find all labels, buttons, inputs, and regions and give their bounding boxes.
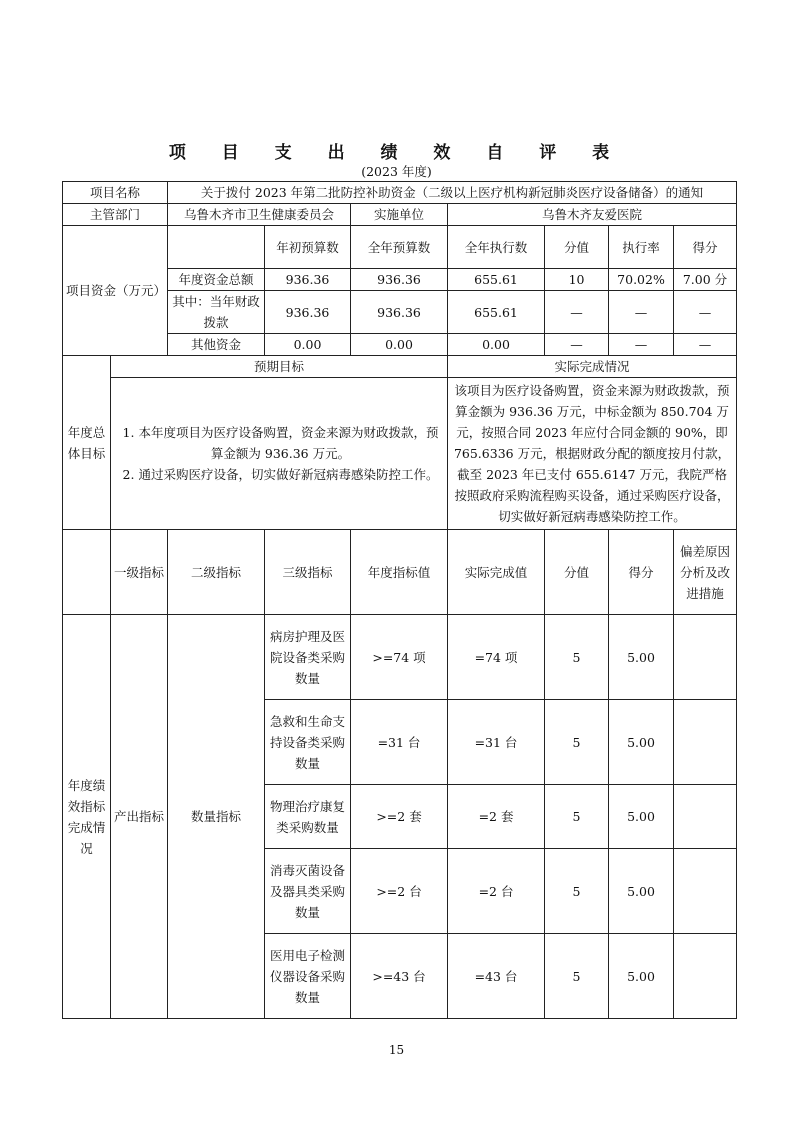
funds-cell: 10 — [545, 269, 609, 291]
funds-cell: 936.36 — [265, 269, 351, 291]
funds-header-blank — [168, 226, 265, 269]
funds-cell: 655.61 — [448, 291, 545, 334]
indicator-remark — [674, 849, 737, 934]
page-title: 项 目 支 出 绩 效 自 评 表 — [168, 143, 625, 163]
indicator-level3: 医用电子检测仪器设备采购数量 — [265, 934, 351, 1019]
goals-actual-header: 实际完成情况 — [448, 356, 737, 378]
indicator-remark — [674, 700, 737, 785]
funds-row-name: 其他资金 — [168, 334, 265, 356]
indicator-target: >=43 台 — [351, 934, 448, 1019]
page-subtitle: (2023 年度) — [361, 164, 432, 179]
funds-cell: 655.61 — [448, 269, 545, 291]
indicator-score: 5.00 — [609, 934, 674, 1019]
indicators-header: 二级指标 — [168, 530, 265, 615]
funds-cell: 936.36 — [351, 291, 448, 334]
project-name-row — [63, 182, 737, 204]
funds-cell: 936.36 — [265, 291, 351, 334]
indicator-level3: 消毒灭菌设备及器具类采购数量 — [265, 849, 351, 934]
funds-cell: 0.00 — [448, 334, 545, 356]
indicator-target: =31 台 — [351, 700, 448, 785]
indicator-remark — [674, 615, 737, 700]
indicator-level3: 病房护理及医院设备类采购数量 — [265, 615, 351, 700]
funds-cell: — — [609, 334, 674, 356]
indicator-score: 5.00 — [609, 615, 674, 700]
goals-label: 年度总体目标 — [63, 356, 111, 530]
funds-header: 执行率 — [609, 226, 674, 269]
indicators-header: 一级指标 — [111, 530, 168, 615]
indicator-target: >=2 套 — [351, 785, 448, 849]
page-number: 15 — [388, 1043, 405, 1057]
funds-cell: — — [609, 291, 674, 334]
indicator-score-max: 5 — [545, 849, 609, 934]
indicator-level3: 急救和生命支持设备类采购数量 — [265, 700, 351, 785]
funds-header: 年初预算数 — [265, 226, 351, 269]
goals-expected-header: 预期目标 — [111, 356, 448, 378]
indicator-actual: =43 台 — [448, 934, 545, 1019]
indicator-actual: =2 台 — [448, 849, 545, 934]
indicators-header: 年度指标值 — [351, 530, 448, 615]
indicator-row — [63, 615, 737, 700]
funds-cell: — — [545, 334, 609, 356]
funds-header: 分值 — [545, 226, 609, 269]
funds-cell: — — [674, 291, 737, 334]
indicator-score: 5.00 — [609, 785, 674, 849]
funds-header: 全年预算数 — [351, 226, 448, 269]
indicator-actual: =2 套 — [448, 785, 545, 849]
funds-row-name: 其中：当年财政拨款 — [168, 291, 265, 334]
dept-value: 乌鲁木齐市卫生健康委员会 — [168, 204, 351, 226]
goals-actual-text: 该项目为医疗设备购置，资金来源为财政拨款，预算金额为 936.36 万元，中标金额为 850.704 万元，按照合同 2023 年应付合同金额的 90%，即 765.6336 万元，根据财政分配的额度按月付款，截至 2023 年已支付 655.6147 万元，我院严格按照政府采购流程购买设备，通过采购医疗设备，切实做好新冠病毒感染防控工作。 — [448, 378, 737, 530]
indicators-header-row — [63, 530, 737, 615]
indicators-header: 三级指标 — [265, 530, 351, 615]
funds-cell: — — [674, 334, 737, 356]
funds-label: 项目资金（万元） — [63, 226, 168, 356]
project-name-label: 项目名称 — [63, 182, 168, 204]
funds-cell: 936.36 — [351, 269, 448, 291]
indicator-score-max: 5 — [545, 615, 609, 700]
indicator-remark — [674, 785, 737, 849]
indicator-level1: 产出指标 — [111, 615, 168, 1019]
indicators-header-blank — [63, 530, 111, 615]
indicator-actual: =31 台 — [448, 700, 545, 785]
indicators-header: 分值 — [545, 530, 609, 615]
dept-label: 主管部门 — [63, 204, 168, 226]
indicators-header: 实际完成值 — [448, 530, 545, 615]
indicators-section-label: 年度绩效指标完成情况 — [63, 615, 111, 1019]
indicator-score: 5.00 — [609, 700, 674, 785]
goals-header-row — [63, 356, 737, 378]
indicator-actual: =74 项 — [448, 615, 545, 700]
indicators-header: 偏差原因分析及改进措施 — [674, 530, 737, 615]
indicator-target: >=2 台 — [351, 849, 448, 934]
indicators-header: 得分 — [609, 530, 674, 615]
funds-header: 得分 — [674, 226, 737, 269]
funds-header-row — [63, 226, 737, 269]
indicator-target: >=74 项 — [351, 615, 448, 700]
indicator-score-max: 5 — [545, 934, 609, 1019]
goals-body-row — [63, 378, 737, 530]
goals-expected-text: 1. 本年度项目为医疗设备购置，资金来源为财政拨款，预算金额为 936.36 万元。 2. 通过采购医疗设备，切实做好新冠病毒感染防控工作。 — [111, 378, 448, 530]
department-row — [63, 204, 737, 226]
indicator-level3: 物理治疗康复类采购数量 — [265, 785, 351, 849]
funds-cell: 7.00 分 — [674, 269, 737, 291]
funds-row-name: 年度资金总额 — [168, 269, 265, 291]
project-name-value: 关于拨付 2023 年第二批防控补助资金（二级以上医疗机构新冠肺炎医疗设备储备）的通知 — [168, 182, 737, 204]
performance-table — [62, 181, 737, 1019]
funds-header: 全年执行数 — [448, 226, 545, 269]
indicator-level2: 数量指标 — [168, 615, 265, 1019]
funds-cell: — — [545, 291, 609, 334]
indicator-remark — [674, 934, 737, 1019]
impl-unit-value: 乌鲁木齐友爱医院 — [448, 204, 737, 226]
indicator-score: 5.00 — [609, 849, 674, 934]
funds-cell: 0.00 — [351, 334, 448, 356]
funds-cell: 70.02% — [609, 269, 674, 291]
indicator-score-max: 5 — [545, 700, 609, 785]
impl-unit-label: 实施单位 — [351, 204, 448, 226]
funds-cell: 0.00 — [265, 334, 351, 356]
indicator-score-max: 5 — [545, 785, 609, 849]
